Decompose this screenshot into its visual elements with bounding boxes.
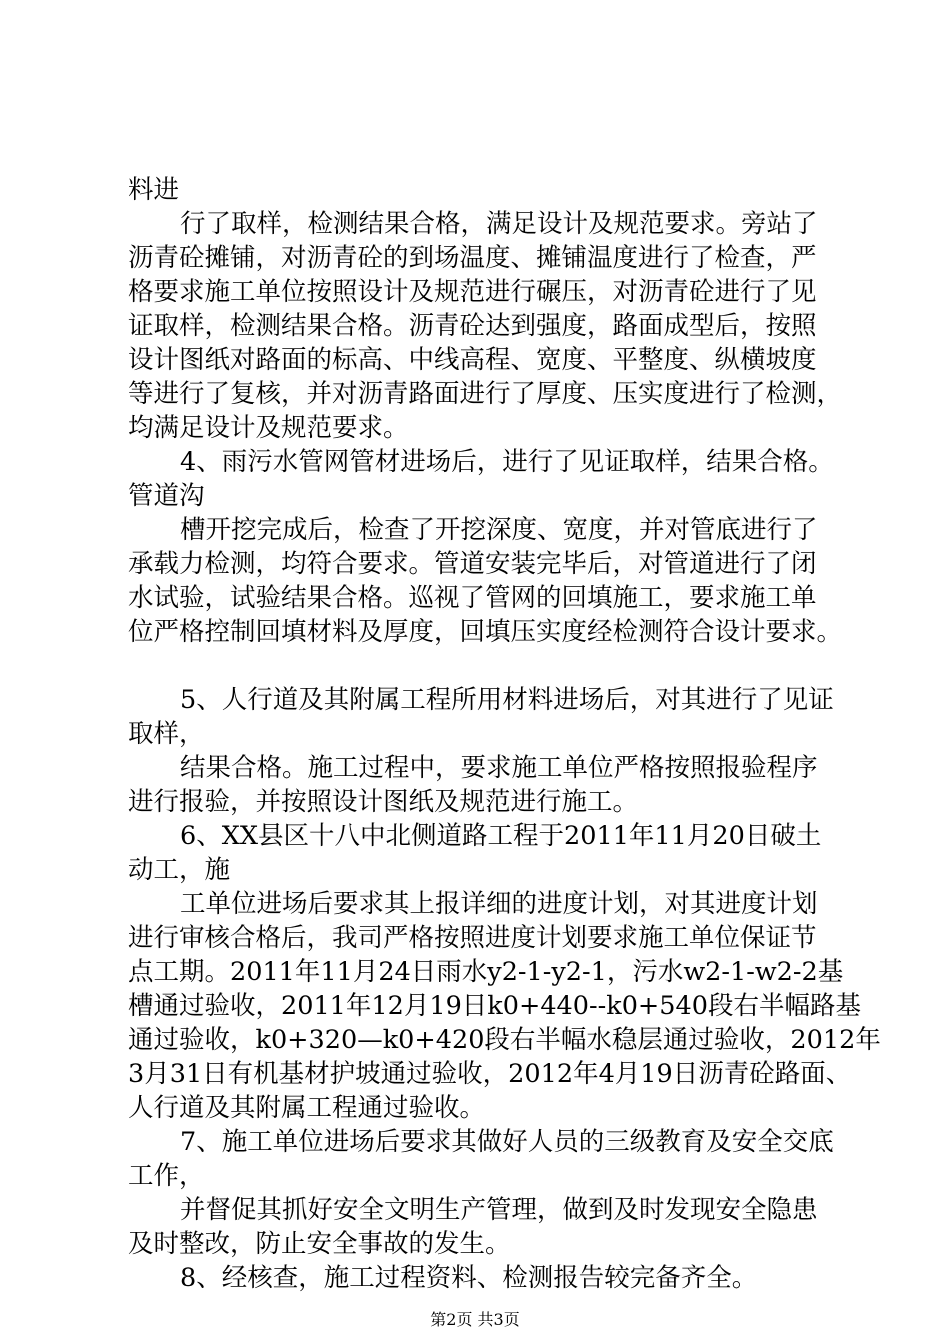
text-line: 6、XX县区十八中北侧道路工程于2011年11月20日破土: [180, 821, 822, 851]
text-line: 7、施工单位进场后要求其做好人员的三级教育及安全交底: [180, 1127, 834, 1157]
text-line: 3月31日有机基材护坡通过验收，2012年4月19日沥青砼路面、: [128, 1059, 852, 1089]
text-line: 沥青砼摊铺，对沥青砼的到场温度、摊铺温度进行了检查，严: [128, 243, 817, 273]
text-line: 及时整改，防止安全事故的发生。: [128, 1229, 511, 1259]
text-line: 进行审核合格后，我司严格按照进度计划要求施工单位保证节: [128, 923, 817, 953]
text-line: 并督促其抓好安全文明生产管理，做到及时发现安全隐患: [180, 1195, 818, 1225]
text-line: 进行报验，并按照设计图纸及规范进行施工。: [128, 787, 639, 817]
text-line: 证取样，检测结果合格。沥青砼达到强度，路面成型后，按照: [128, 311, 817, 341]
text-line: 管道沟: [128, 481, 205, 511]
text-line: 工单位进场后要求其上报详细的进度计划，对其进度计划: [180, 889, 818, 919]
text-line: 取样，: [128, 719, 205, 749]
text-line: 点工期。2011年11月24日雨水y2-1-y2-1，污水w2-1-w2-2基: [128, 957, 844, 987]
text-line: 8、经核查，施工过程资料、检测报告较完备齐全。: [180, 1263, 758, 1293]
text-line: 格要求施工单位按照设计及规范进行碾压，对沥青砼进行了见: [128, 277, 817, 307]
text-line: 人行道及其附属工程通过验收。: [128, 1093, 486, 1123]
text-line: 等进行了复核，并对沥青路面进行了厚度、压实度进行了检测，: [128, 379, 843, 409]
text-line: 行了取样，检测结果合格，满足设计及规范要求。旁站了: [180, 209, 818, 239]
text-line: 设计图纸对路面的标高、中线高程、宽度、平整度、纵横坡度: [128, 345, 817, 375]
text-line: 5、人行道及其附属工程所用材料进场后，对其进行了见证: [180, 685, 834, 715]
text-line: 承载力检测，均符合要求。管道安装完毕后，对管道进行了闭: [128, 549, 817, 579]
text-line: 槽通过验收，2011年12月19日k0+440--k0+540段右半幅路基: [128, 991, 861, 1021]
text-line: 动工，施: [128, 855, 231, 885]
text-line: 结果合格。施工过程中，要求施工单位严格按照报验程序: [180, 753, 818, 783]
page-footer: 第2页 共3页: [430, 1310, 520, 1329]
text-line: 通过验收，k0+320—k0+420段右半幅水稳层通过验收，2012年: [128, 1025, 881, 1055]
text-line: 料进: [128, 175, 180, 205]
text-line: 水试验，试验结果合格。巡视了管网的回填施工，要求施工单: [128, 583, 817, 613]
text-line: 4、雨污水管网管材进场后，进行了见证取样，结果合格。: [180, 447, 834, 477]
text-line: 工作，: [128, 1161, 205, 1191]
text-line: 均满足设计及规范要求。: [128, 413, 409, 443]
text-line: 位严格控制回填材料及厚度，回填压实度经检测符合设计要求。: [128, 617, 843, 647]
text-line: 槽开挖完成后，检查了开挖深度、宽度，并对管底进行了: [180, 515, 818, 545]
